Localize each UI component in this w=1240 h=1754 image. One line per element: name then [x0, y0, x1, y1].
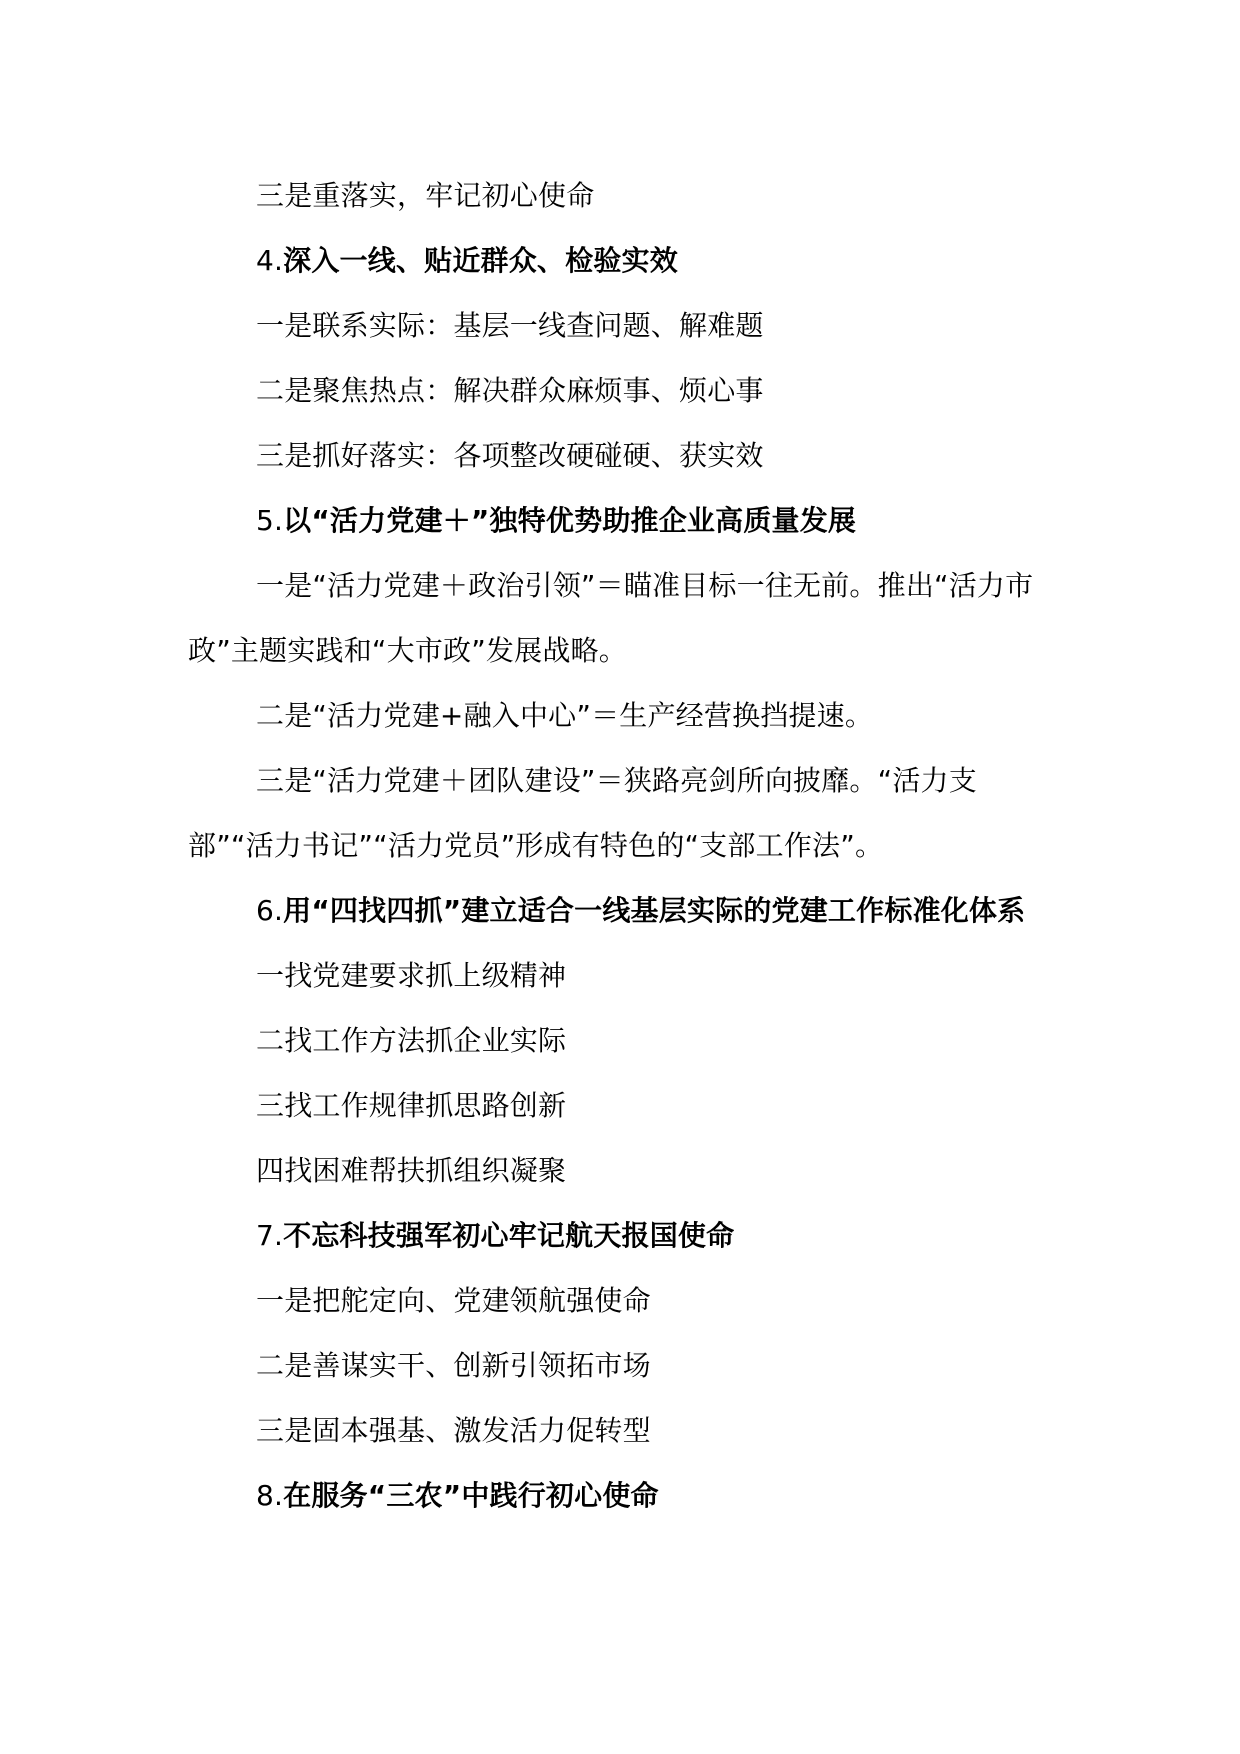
- section-title: 在服务“三农”中践行初心使命: [283, 1479, 659, 1512]
- body-paragraph: 二是善谋实干、创新引领拓市场: [256, 1349, 651, 1382]
- section-heading: [188, 878, 1058, 943]
- body-paragraph: 四找困难帮扶抓组织凝聚: [256, 1154, 567, 1187]
- section-number: 6.: [256, 894, 284, 927]
- body-paragraph: 三是抓好落实：各项整改硬碰硬、获实效: [256, 439, 764, 472]
- section-heading: [188, 1203, 1058, 1268]
- section-title: 不忘科技强军初心牢记航天报国使命: [283, 1219, 735, 1252]
- body-paragraph: 三是“活力党建＋团队建设”＝狭路亮剑所向披靡。“活力支部”“活力书记”“活力党员”形成有特色的“支部工作法”。: [188, 764, 977, 862]
- body-paragraph: 三是重落实，牢记初心使命: [256, 179, 595, 212]
- body-paragraph: 三是固本强基、激发活力促转型: [256, 1414, 651, 1447]
- document-body: [188, 163, 1058, 1528]
- body-paragraph: 一是联系实际：基层一线查问题、解难题: [256, 309, 764, 342]
- body-paragraph: 二找工作方法抓企业实际: [256, 1024, 567, 1057]
- body-paragraph: 二是“活力党建+融入中心”＝生产经营换挡提速。: [256, 699, 874, 732]
- section-title: 用“四找四抓”建立适合一线基层实际的党建工作标准化体系: [283, 894, 1026, 927]
- section-number: 7.: [256, 1219, 284, 1252]
- section-number: 8.: [256, 1479, 284, 1512]
- section-number: 5.: [256, 504, 284, 537]
- body-paragraph: 二是聚焦热点：解决群众麻烦事、烦心事: [256, 374, 764, 407]
- section-heading: [188, 1463, 1058, 1528]
- body-paragraph: 一找党建要求抓上级精神: [256, 959, 567, 992]
- body-paragraph: 三找工作规律抓思路创新: [256, 1089, 567, 1122]
- section-number: 4.: [256, 244, 284, 277]
- section-title: 深入一线、贴近群众、检验实效: [283, 244, 678, 277]
- section-heading: [188, 228, 1058, 293]
- section-heading: [188, 488, 1058, 553]
- section-title: 以“活力党建＋”独特优势助推企业高质量发展: [283, 504, 857, 537]
- body-paragraph: 一是把舵定向、党建领航强使命: [256, 1284, 651, 1317]
- body-paragraph: 一是“活力党建＋政治引领”＝瞄准目标一往无前。推出“活力市政”主题实践和“大市政”发展战略。: [188, 569, 1034, 667]
